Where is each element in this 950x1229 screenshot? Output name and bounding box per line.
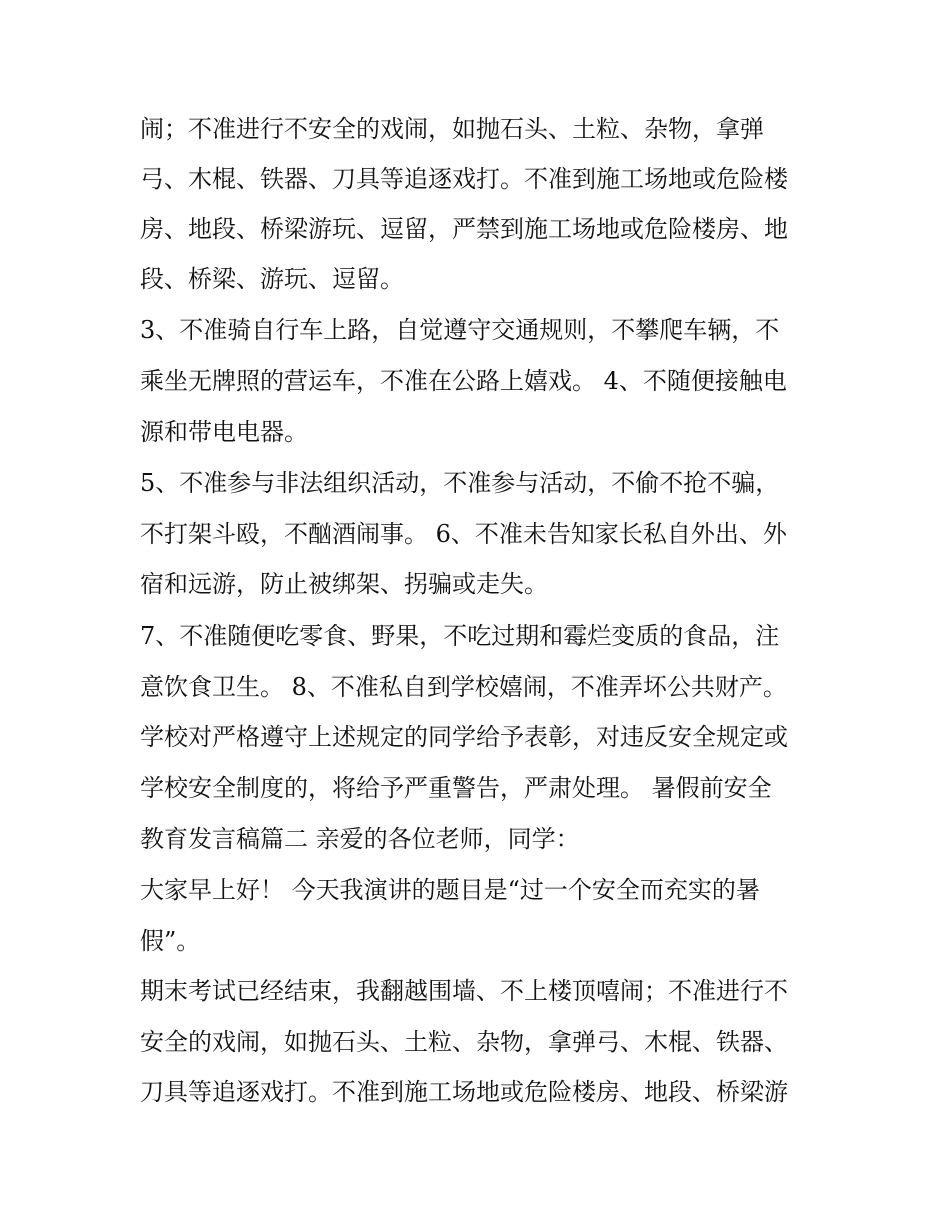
text-line-9: 不打架斗殴，不酗酒闹事。 6、不准未告知家长私自外出、外 — [140, 520, 787, 548]
text-line-3: 房、地段、桥梁游玩、逗留，严禁到施工场地或危险楼房、地 — [140, 215, 788, 243]
text-line-17: 假”。 — [140, 927, 201, 955]
text-line-15: 教育发言稿篇二 亲爱的各位老师，同学： — [140, 825, 580, 853]
text-line-19: 安全的戏闹，如抛石头、土粒、杂物，拿弹弓、木棍、铁器、 — [140, 1028, 788, 1056]
text-line-6: 乘坐无牌照的营运车，不准在公路上嬉戏。 4、不随便接触电 — [140, 367, 787, 395]
text-line-10: 宿和远游，防止被绑架、拐骗或走失。 — [140, 570, 548, 598]
text-line-8: 5、不准参与非法组织活动，不准参与活动，不偷不抢不骗， — [140, 469, 780, 497]
text-line-5: 3、不准骑自行车上路，自觉遵守交通规则，不攀爬车辆，不 — [140, 316, 780, 344]
text-line-14: 学校安全制度的，将给予严重警告，严肃处理。 暑假前安全 — [140, 774, 772, 802]
text-line-1: 闹；不准进行不安全的戏闹，如抛石头、土粒、杂物，拿弹 — [140, 115, 764, 143]
text-line-16: 大家早上好！ 今天我演讲的题目是“过一个安全而充实的暑 — [140, 876, 760, 904]
text-line-11: 7、不准随便吃零食、野果，不吃过期和霉烂变质的食品，注 — [140, 622, 780, 650]
text-line-20: 刀具等追逐戏打。不准到施工场地或危险楼房、地段、桥梁游 — [140, 1078, 788, 1106]
text-line-4: 段、桥梁、游玩、逗留。 — [140, 265, 404, 293]
text-line-2: 弓、木棍、铁器、刀具等追逐戏打。不准到施工场地或危险楼 — [140, 165, 788, 193]
text-line-7: 源和带电电器。 — [140, 418, 308, 446]
text-line-18: 期末考试已经结束，我翻越围墙、不上楼顶嘻闹；不准进行不 — [140, 977, 788, 1005]
text-line-12: 意饮食卫生。 8、不准私自到学校嬉闹，不准弄坏公共财产。 — [140, 673, 787, 701]
text-line-13: 学校对严格遵守上述规定的同学给予表彰，对违反安全规定或 — [140, 723, 788, 751]
